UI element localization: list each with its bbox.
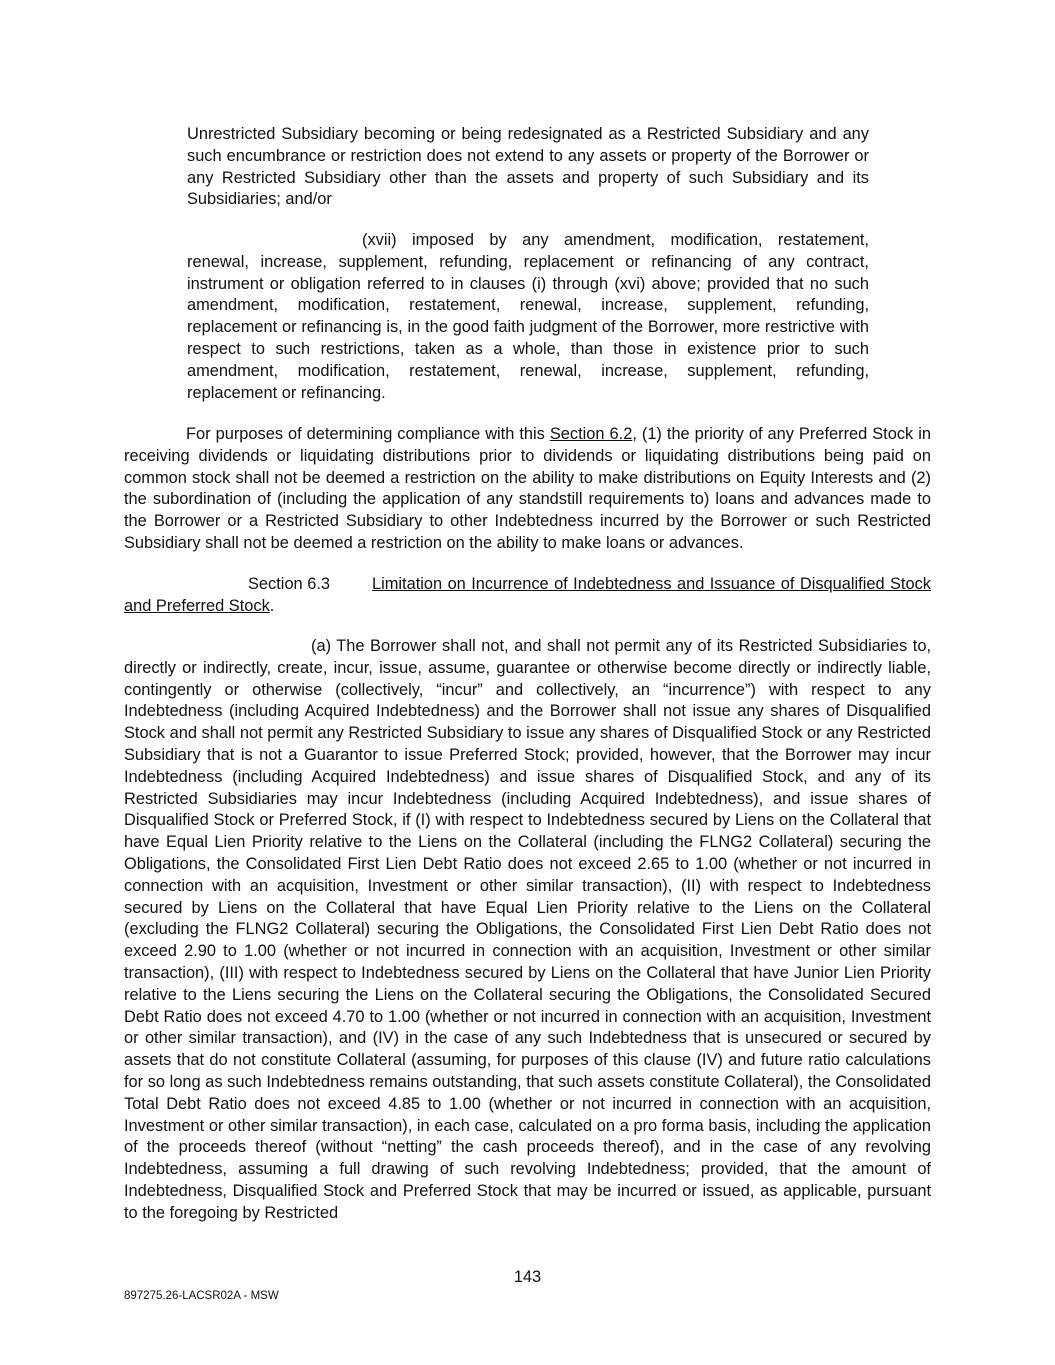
footer-document-id: 897275.26-LACSR02A - MSW: [124, 1290, 279, 1302]
page-number: 143: [513, 1268, 542, 1286]
paragraph-purposes: [124, 424, 931, 555]
paragraph-purposes-rest: , (1) the priority of any Preferred Stock in receiving dividends or liquidating distributions prior to dividends or liquidating distributions being paid on common stock shall not be deemed a restriction on the ability to make distributions on Equity Interests and (2) the subordination of (including the application of any standstill requirements to) loans and advances made to the Borrower or a Restricted Subsidiary to other Indebtedness incurred by the Borrower or such Restricted Subsidiary shall not be deemed a restriction on the ability to make loans or advances.: [124, 425, 931, 552]
section-6-2-reference: Section 6.2: [549, 425, 633, 443]
paragraph-continuation: Unrestricted Subsidiary becoming or being redesignated as a Restricted Subsidiary and any such encumbrance or restriction does not extend to any assets or property of the Borrower or any Restricted Subsidiary other than the assets and property of such Subsidiary and its Subsidiaries; and/or: [187, 125, 869, 209]
section-title: Limitation on Incurrence of Indebtedness and Issuance of Disqualified Stock and Preferred Stock: [124, 575, 931, 615]
section-number: Section 6.3: [248, 575, 331, 593]
section-title-period: .: [269, 596, 275, 615]
paragraph-clause-xvii: (xvii) imposed by any amendment, modification, restatement, renewal, increase, supplement, refunding, replacement or refinancing of any contract, instrument or obligation referred to in clauses (i) through (xvi) above; provided that no such amendment, modification, restatement, renewal, increase, supplement, refunding, replacement or refinancing is, in the good faith judgment of the Borrower, more restrictive with respect to such restrictions, taken as a whole, than those in existence prior to such amendment, modification, restatement, renewal, increase, supplement, refunding, replacement or refinancing.: [187, 231, 869, 402]
paragraph-purposes-lead: For purposes of determining compliance with this: [186, 425, 550, 443]
section-6-3-heading: [124, 574, 931, 618]
paragraph-a: (a) The Borrower shall not, and shall not permit any of its Restricted Subsidiaries to, directly or indirectly, create, incur, issue, assume, guarantee or otherwise become directly or indirectly liable, contingently or otherwise (collectively, “incur” and collectively, an “incurrence”) with respect to any Indebtedness (including Acquired Indebtedness) and the Borrower shall not issue any shares of Disqualified Stock and shall not permit any Restricted Subsidiary to issue any shares of Disqualified Stock or any Restricted Subsidiary that is not a Guarantor to issue Preferred Stock; provided, however, that the Borrower may incur Indebtedness (including Acquired Indebtedness) and issue shares of Disqualified Stock, and any of its Restricted Subsidiaries may incur Indebtedness (including Acquired Indebtedness), and issue shares of Disqualified Stock or Preferred Stock, if (I) with respect to Indebtedness secured by Liens on the Collateral that have Equal Lien Priority relative to the Liens on the Collateral (including the FLNG2 Collateral) securing the Obligations, the Consolidated First Lien Debt Ratio does not exceed 2.65 to 1.00 (whether or not incurred in connection with an acquisition, Investment or other similar transaction), (II) with respect to Indebtedness secured by Liens on the Collateral that have Equal Lien Priority relative to the Liens on the Collateral (excluding the FLNG2 Collateral) securing the Obligations, the Consolidated First Lien Debt Ratio does not exceed 2.90 to 1.00 (whether or not incurred in connection with an acquisition, Investment or other similar transaction), (III) with respect to Indebtedness secured by Liens on the Collateral that have Junior Lien Priority relative to the Liens securing the Liens on the Collateral securing the Obligations, the Consolidated Secured Debt Ratio does not exceed 4.70 to 1.00 (whether or not incurred in connection with an acquisition, Investment or other similar transaction), and (IV) in the case of any such Indebtedness that is unsecured or secured by assets that do not constitute Collateral (assuming, for purposes of this clause (IV) and future ratio calculations for so long as such Indebtedness remains outstanding, that such assets constitute Collateral), the Consolidated Total Debt Ratio does not exceed 4.85 to 1.00 (whether or not incurred in connection with an acquisition, Investment or other similar transaction), in each case, calculated on a pro forma basis, including the application of the proceeds thereof (without “netting” the cash proceeds thereof), and in the case of any revolving Indebtedness, assuming a full drawing of such revolving Indebtedness; provided, that the amount of Indebtedness, Disqualified Stock and Preferred Stock that may be incurred or issued, as applicable, pursuant to the foregoing by Restricted: [124, 637, 931, 1222]
